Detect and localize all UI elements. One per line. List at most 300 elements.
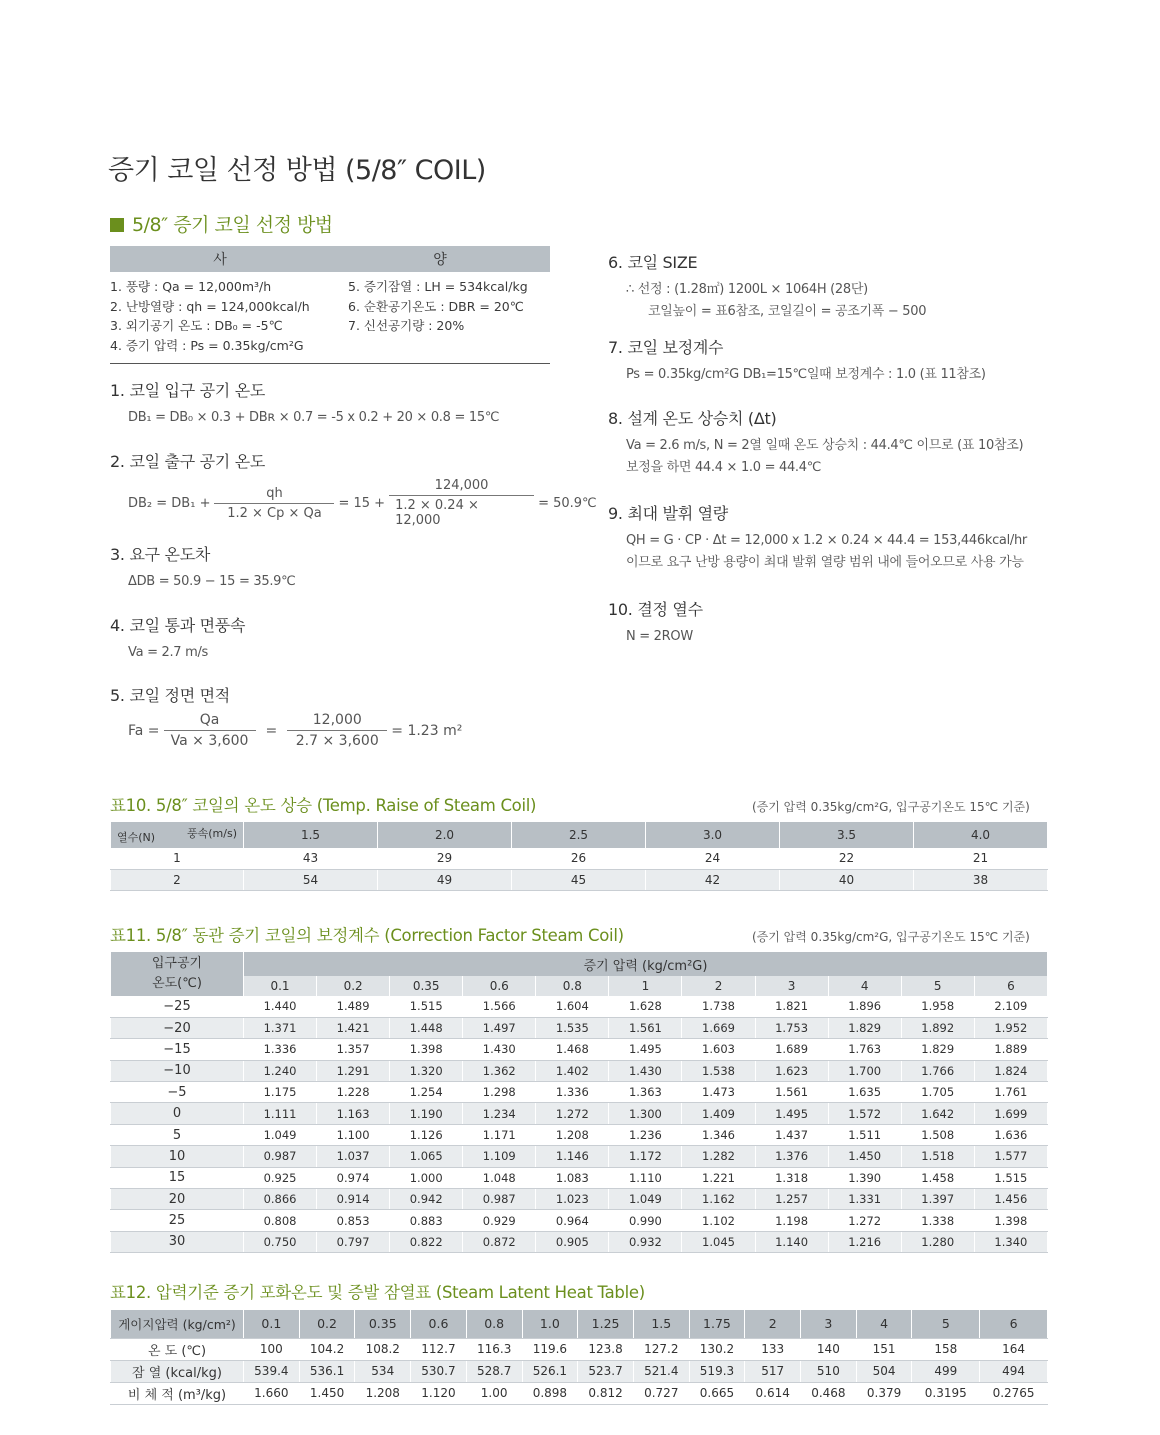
table-cell: 1.216 (828, 1231, 901, 1252)
temp-rise-table (110, 822, 1048, 891)
column-header: 1.5 (244, 822, 378, 848)
column-header: 1 (609, 976, 682, 996)
table-cell: 0.914 (317, 1189, 390, 1210)
table-cell: 0.379 (856, 1382, 912, 1404)
table-cell: 1.083 (536, 1167, 609, 1188)
table10-title: 표10. 5/8″ 코일의 온도 상승 (Temp. Raise of Steam Coil) (110, 796, 537, 815)
table-cell: 521.4 (633, 1360, 689, 1382)
column-header: 3 (801, 1310, 857, 1338)
table-subheader-row (111, 976, 1048, 996)
table11-title: 표11. 5/8″ 동관 증기 코일의 보정계수 (Correction Factor Steam Coil) (110, 926, 624, 945)
table-cell: 1.228 (317, 1082, 390, 1103)
column-header: 0.8 (536, 976, 609, 996)
table-cell: 1.120 (411, 1382, 467, 1404)
table-cell: 1.700 (828, 1060, 901, 1081)
spec-item: 2. 난방열량 : qh = 124,000kcal/h (110, 298, 310, 314)
table-cell: 1.473 (682, 1082, 755, 1103)
table-cell: 1.642 (901, 1103, 974, 1124)
formula-rhs: = 1.23 m² (391, 722, 463, 739)
step-title: 4. 코일 통과 면풍속 (110, 616, 246, 635)
column-header: 1.5 (633, 1310, 689, 1338)
table-row (111, 869, 1048, 890)
row-label: 잠 열 (kcal/kg) (111, 1360, 244, 1382)
row-header-line: 입구공기 (151, 956, 203, 971)
table-cell: 1.346 (682, 1124, 755, 1145)
step-text: Va = 2.6 m/s, N = 2열 일때 온도 상승치 : 44.4℃ 이므로 (표 10참조) (626, 438, 1024, 453)
row-label: −15 (111, 1039, 244, 1060)
table-cell: 1.561 (755, 1082, 828, 1103)
row-label: 15 (111, 1167, 244, 1188)
table-cell: 1.257 (755, 1189, 828, 1210)
table-cell: 528.7 (466, 1360, 522, 1382)
table-cell: 1.331 (828, 1189, 901, 1210)
column-header: 4.0 (914, 822, 1048, 848)
table-cell: 40 (780, 869, 914, 890)
table-cell: 1.497 (463, 1017, 536, 1038)
column-header: 2.0 (378, 822, 512, 848)
table-row (111, 1338, 1048, 1360)
table-row (111, 1382, 1048, 1404)
table-cell: 1.753 (755, 1017, 828, 1038)
table-cell: 1.402 (536, 1060, 609, 1081)
denominator: 2.7 × 3,600 (295, 733, 379, 749)
table-cell: 1.282 (682, 1146, 755, 1167)
column-header: 0.35 (355, 1310, 411, 1338)
table-row (111, 996, 1048, 1017)
table-cell: 1.338 (901, 1210, 974, 1231)
column-header: 3.0 (646, 822, 780, 848)
table-cell: 1.208 (536, 1124, 609, 1145)
column-header: 0.2 (299, 1310, 355, 1338)
step-title: 3. 요구 온도차 (110, 545, 211, 564)
table-cell: 127.2 (633, 1338, 689, 1360)
table-cell: 1.450 (828, 1146, 901, 1167)
row-label: −5 (111, 1082, 244, 1103)
step-text: ΔDB = 50.9 − 15 = 35.9℃ (128, 574, 296, 589)
column-header: 0.6 (411, 1310, 467, 1338)
column-header: 0.1 (244, 976, 317, 996)
table-cell: 43 (244, 848, 378, 869)
table-cell: 1.254 (390, 1082, 463, 1103)
step-title: 8. 설계 온도 상승치 (Δt) (608, 409, 777, 428)
table-cell: 1.761 (974, 1082, 1047, 1103)
corner-bottom-label: 열수(N) (117, 831, 156, 844)
table-row (111, 1082, 1048, 1103)
denominator: Va × 3,600 (170, 733, 249, 749)
spec-header-left: 사 (213, 252, 227, 268)
spec-item: 1. 풍량 : Qa = 12,000m³/h (110, 279, 272, 294)
numerator: Qa (164, 712, 256, 731)
table-cell: 1.635 (828, 1082, 901, 1103)
step-text: 이므로 요구 난방 용량이 최대 발휘 열량 범위 내에 들어오므로 사용 가능 (626, 555, 1024, 570)
row-label: 1 (111, 848, 244, 869)
table-cell: 517 (745, 1360, 801, 1382)
step-7 (608, 335, 986, 386)
table-cell: 1.489 (317, 996, 390, 1017)
table-row (111, 1060, 1048, 1081)
table-cell: 1.190 (390, 1103, 463, 1124)
table-row (111, 1189, 1048, 1210)
spec-box (110, 246, 550, 364)
header-label: 게이지압력 (kg/cm²) (111, 1310, 244, 1338)
table-row (111, 1124, 1048, 1145)
row-label: 25 (111, 1210, 244, 1231)
step-1 (110, 378, 499, 429)
table-cell: 1.045 (682, 1231, 755, 1252)
table-cell: 1.048 (463, 1167, 536, 1188)
table-row (111, 1360, 1048, 1382)
step-2 (110, 449, 597, 528)
table-cell: 504 (856, 1360, 912, 1382)
table-cell: 100 (244, 1338, 300, 1360)
table-cell: 0.812 (578, 1382, 634, 1404)
row-label: 비 체 적 (m³/kg) (111, 1382, 244, 1404)
table-cell: 0.665 (689, 1382, 745, 1404)
spec-item: 4. 증기 압력 : Ps = 0.35kg/cm²G (110, 337, 304, 353)
table-cell: 1.623 (755, 1060, 828, 1081)
table-cell: 2.109 (974, 996, 1047, 1017)
table-cell: 1.495 (609, 1039, 682, 1060)
table-cell: 1.172 (609, 1146, 682, 1167)
outlet-temp-formula (110, 478, 597, 528)
table-cell: 1.561 (609, 1017, 682, 1038)
table-cell: 130.2 (689, 1338, 745, 1360)
table-cell: 0.822 (390, 1231, 463, 1252)
row-label: 10 (111, 1146, 244, 1167)
face-area-formula (110, 712, 462, 749)
table-cell: 1.508 (901, 1124, 974, 1145)
table-cell: 42 (646, 869, 780, 890)
formula-lhs: DB₂ = DB₁ + (128, 495, 211, 511)
table-cell: 1.336 (244, 1039, 317, 1060)
table-cell: 0.614 (745, 1382, 801, 1404)
table-cell: 1.126 (390, 1124, 463, 1145)
table-cell: 1.689 (755, 1039, 828, 1060)
row-label: 5 (111, 1124, 244, 1145)
table-cell: 1.763 (828, 1039, 901, 1060)
step-title: 5. 코일 정면 면적 (110, 686, 230, 705)
table-cell: 1.023 (536, 1189, 609, 1210)
table-cell: 0.942 (390, 1189, 463, 1210)
table-cell: 1.515 (390, 996, 463, 1017)
table-cell: 24 (646, 848, 780, 869)
table-cell: 1.421 (317, 1017, 390, 1038)
fraction (287, 712, 387, 749)
table10-note: (증기 압력 0.35kg/cm²G, 입구공기온도 15℃ 기준) (752, 800, 1030, 814)
section-heading (110, 210, 333, 237)
table-cell: 0.866 (244, 1189, 317, 1210)
table-cell: 1.371 (244, 1017, 317, 1038)
table-cell: 29 (378, 848, 512, 869)
table-cell: 1.440 (244, 996, 317, 1017)
table-cell: 1.604 (536, 996, 609, 1017)
row-label: −25 (111, 996, 244, 1017)
table-cell: 1.829 (901, 1039, 974, 1060)
step-9 (608, 501, 1027, 574)
column-header: 2 (682, 976, 755, 996)
table-cell: 499 (912, 1360, 980, 1382)
numerator: qh (214, 486, 334, 504)
table-cell: 1.515 (974, 1167, 1047, 1188)
table-cell: 0.797 (317, 1231, 390, 1252)
table-cell: 1.636 (974, 1124, 1047, 1145)
denominator: 1.2 × Cp × Qa (227, 505, 322, 521)
table-cell: 1.705 (901, 1082, 974, 1103)
table-cell: 539.4 (244, 1360, 300, 1382)
fraction (164, 712, 256, 749)
table-cell: 1.234 (463, 1103, 536, 1124)
spec-body (110, 272, 550, 364)
table-cell: 1.958 (901, 996, 974, 1017)
spec-left-column (110, 277, 348, 355)
spec-header-right: 양 (433, 252, 447, 268)
table-cell: 1.430 (609, 1060, 682, 1081)
formula-mid: = (265, 722, 278, 739)
spec-item: 3. 외기공기 온도 : DB₀ = -5℃ (110, 318, 283, 333)
table-cell: 1.738 (682, 996, 755, 1017)
table-cell: 494 (980, 1360, 1048, 1382)
corner-cell (111, 822, 244, 848)
row-label: 0 (111, 1103, 244, 1124)
column-header: 1.0 (522, 1310, 578, 1338)
table-cell: 1.175 (244, 1082, 317, 1103)
table-cell: 1.037 (317, 1146, 390, 1167)
denominator: 1.2 × 0.24 × 12,000 (395, 498, 479, 528)
spec-item: 7. 신선공기량 : 20% (348, 318, 465, 333)
step-title: 9. 최대 발휘 열량 (608, 504, 728, 523)
table-cell: 0.974 (317, 1167, 390, 1188)
table-cell: 21 (914, 848, 1048, 869)
table-cell: 38 (914, 869, 1048, 890)
table-cell: 530.7 (411, 1360, 467, 1382)
group-header: 증기 압력 (kg/cm²G) (244, 952, 1048, 976)
table-cell: 1.109 (463, 1146, 536, 1167)
correction-factor-table (110, 952, 1048, 1253)
table-cell: 108.2 (355, 1338, 411, 1360)
table-cell: 0.727 (633, 1382, 689, 1404)
column-header: 0.35 (390, 976, 463, 996)
step-text: N = 2ROW (626, 629, 693, 644)
table-cell: 1.00 (466, 1382, 522, 1404)
table-cell: 1.450 (299, 1382, 355, 1404)
table-cell: 0.872 (463, 1231, 536, 1252)
table-cell: 164 (980, 1338, 1048, 1360)
table-cell: 1.699 (974, 1103, 1047, 1124)
table-cell: 1.163 (317, 1103, 390, 1124)
table-cell: 0.883 (390, 1210, 463, 1231)
column-header: 2 (745, 1310, 801, 1338)
table-cell: 1.000 (390, 1167, 463, 1188)
table-cell: 1.049 (609, 1189, 682, 1210)
table-cell: 1.398 (390, 1039, 463, 1060)
table-cell: 1.390 (828, 1167, 901, 1188)
step-3 (110, 542, 295, 593)
step-text: Va = 2.7 m/s (128, 645, 209, 660)
row-label: 온 도 (℃) (111, 1338, 244, 1360)
table-cell: 1.448 (390, 1017, 463, 1038)
table-cell: 140 (801, 1338, 857, 1360)
table-row (111, 848, 1048, 869)
row-label: 20 (111, 1189, 244, 1210)
table-cell: 1.240 (244, 1060, 317, 1081)
table-cell: 45 (512, 869, 646, 890)
table-cell: 104.2 (299, 1338, 355, 1360)
column-header: 3.5 (780, 822, 914, 848)
table-cell: 519.3 (689, 1360, 745, 1382)
column-header: 6 (974, 976, 1047, 996)
table-cell: 1.272 (828, 1210, 901, 1231)
table-cell: 510 (801, 1360, 857, 1382)
table-header-row (111, 1310, 1048, 1338)
step-4 (110, 613, 245, 664)
table-cell: 1.518 (901, 1146, 974, 1167)
table-cell: 1.340 (974, 1231, 1047, 1252)
table-cell: 0.932 (609, 1231, 682, 1252)
table-cell: 1.458 (901, 1167, 974, 1188)
step-text: ∴ 선정 : (1.28㎡) 1200L × 1064H (28단) (626, 282, 868, 297)
table-row (111, 1167, 1048, 1188)
table-cell: 1.538 (682, 1060, 755, 1081)
table-cell: 0.990 (609, 1210, 682, 1231)
table-cell: 1.363 (609, 1082, 682, 1103)
table-cell: 1.298 (463, 1082, 536, 1103)
column-header: 0.2 (317, 976, 390, 996)
table-cell: 22 (780, 848, 914, 869)
table-cell: 0.750 (244, 1231, 317, 1252)
step-text: QH = G · CP · Δt = 12,000 x 1.2 × 0.24 × 44.4 = 153,446kcal/hr (626, 533, 1027, 548)
column-header: 5 (912, 1310, 980, 1338)
table-row (111, 1231, 1048, 1252)
step-6 (608, 250, 926, 323)
formula-lhs: Fa = (128, 722, 160, 739)
table-cell: 1.146 (536, 1146, 609, 1167)
step-title: 1. 코일 입구 공기 온도 (110, 381, 266, 400)
step-title: 7. 코일 보정계수 (608, 338, 724, 357)
table-cell: 112.7 (411, 1338, 467, 1360)
table-cell: 1.280 (901, 1231, 974, 1252)
spec-header (110, 246, 550, 272)
table-cell: 1.892 (901, 1017, 974, 1038)
table-header-row (111, 952, 1048, 976)
spec-right-column (348, 277, 528, 355)
table-cell: 1.376 (755, 1146, 828, 1167)
table-cell: 0.987 (244, 1146, 317, 1167)
table-cell: 1.572 (828, 1103, 901, 1124)
row-label: 30 (111, 1231, 244, 1252)
table-row (111, 1210, 1048, 1231)
table-cell: 1.110 (609, 1167, 682, 1188)
column-header: 0.6 (463, 976, 536, 996)
table-row (111, 1017, 1048, 1038)
table-cell: 523.7 (578, 1360, 634, 1382)
column-header: 1.75 (689, 1310, 745, 1338)
table-cell: 1.766 (901, 1060, 974, 1081)
table12-title: 표12. 압력기준 증기 포화온도 및 증발 잠열표 (Steam Latent Heat Table) (110, 1283, 645, 1302)
table-cell: 1.468 (536, 1039, 609, 1060)
table-cell: 526.1 (522, 1360, 578, 1382)
table-cell: 1.603 (682, 1039, 755, 1060)
table-cell: 1.660 (244, 1382, 300, 1404)
table-cell: 1.171 (463, 1124, 536, 1145)
table-cell: 0.964 (536, 1210, 609, 1231)
table-cell: 1.829 (828, 1017, 901, 1038)
step-text: 코일높이 = 표6참조, 코일길이 = 공조기폭 − 500 (648, 304, 927, 319)
table-cell: 536.1 (299, 1360, 355, 1382)
table-cell: 0.905 (536, 1231, 609, 1252)
table-cell: 1.669 (682, 1017, 755, 1038)
table-cell: 1.320 (390, 1060, 463, 1081)
table-cell: 1.495 (755, 1103, 828, 1124)
table-cell: 1.821 (755, 996, 828, 1017)
table-cell: 158 (912, 1338, 980, 1360)
table-cell: 1.566 (463, 996, 536, 1017)
table-row (111, 1103, 1048, 1124)
numerator: 12,000 (287, 712, 387, 731)
table-cell: 534 (355, 1360, 411, 1382)
corner-top-label: 풍속(m/s) (187, 827, 237, 840)
table-cell: 1.221 (682, 1167, 755, 1188)
table-cell: 1.100 (317, 1124, 390, 1145)
table-cell: 1.409 (682, 1103, 755, 1124)
table-cell: 0.925 (244, 1167, 317, 1188)
table-cell: 0.808 (244, 1210, 317, 1231)
step-title: 2. 코일 출구 공기 온도 (110, 452, 266, 471)
table-cell: 1.336 (536, 1082, 609, 1103)
spec-item: 5. 증기잠열 : LH = 534kcal/kg (348, 279, 528, 294)
column-header: 0.8 (466, 1310, 522, 1338)
step-5 (110, 683, 462, 749)
table-cell: 1.357 (317, 1039, 390, 1060)
column-header: 2.5 (512, 822, 646, 848)
table-cell: 1.140 (755, 1231, 828, 1252)
column-header: 5 (901, 976, 974, 996)
table-cell: 116.3 (466, 1338, 522, 1360)
fraction (214, 486, 334, 521)
table-cell: 1.430 (463, 1039, 536, 1060)
page-title: 증기 코일 선정 방법 (5/8″ COIL) (108, 155, 486, 186)
table-cell: 1.291 (317, 1060, 390, 1081)
table-cell: 0.929 (463, 1210, 536, 1231)
formula-mid: = 15 + (338, 495, 386, 511)
table-cell: 54 (244, 869, 378, 890)
table-cell: 0.2765 (980, 1382, 1048, 1404)
table-cell: 1.437 (755, 1124, 828, 1145)
column-header: 4 (828, 976, 901, 996)
step-title: 6. 코일 SIZE (608, 253, 698, 272)
row-header-line: 온도(℃) (152, 976, 202, 991)
table-cell: 1.824 (974, 1060, 1047, 1081)
table-cell: 1.952 (974, 1017, 1047, 1038)
column-header: 6 (980, 1310, 1048, 1338)
fraction (389, 478, 534, 528)
table-cell: 1.535 (536, 1017, 609, 1038)
table-cell: 1.318 (755, 1167, 828, 1188)
table-cell: 1.362 (463, 1060, 536, 1081)
table-cell: 1.208 (355, 1382, 411, 1404)
row-header-cell (111, 952, 244, 996)
step-title: 10. 결정 열수 (608, 600, 703, 619)
latent-heat-table (110, 1310, 1048, 1405)
table-cell: 0.898 (522, 1382, 578, 1404)
step-10 (608, 597, 703, 648)
table-cell: 26 (512, 848, 646, 869)
table-cell: 1.102 (682, 1210, 755, 1231)
table-cell: 1.397 (901, 1189, 974, 1210)
table-cell: 49 (378, 869, 512, 890)
table-cell: 1.456 (974, 1189, 1047, 1210)
column-header: 0.1 (244, 1310, 300, 1338)
row-label: 2 (111, 869, 244, 890)
